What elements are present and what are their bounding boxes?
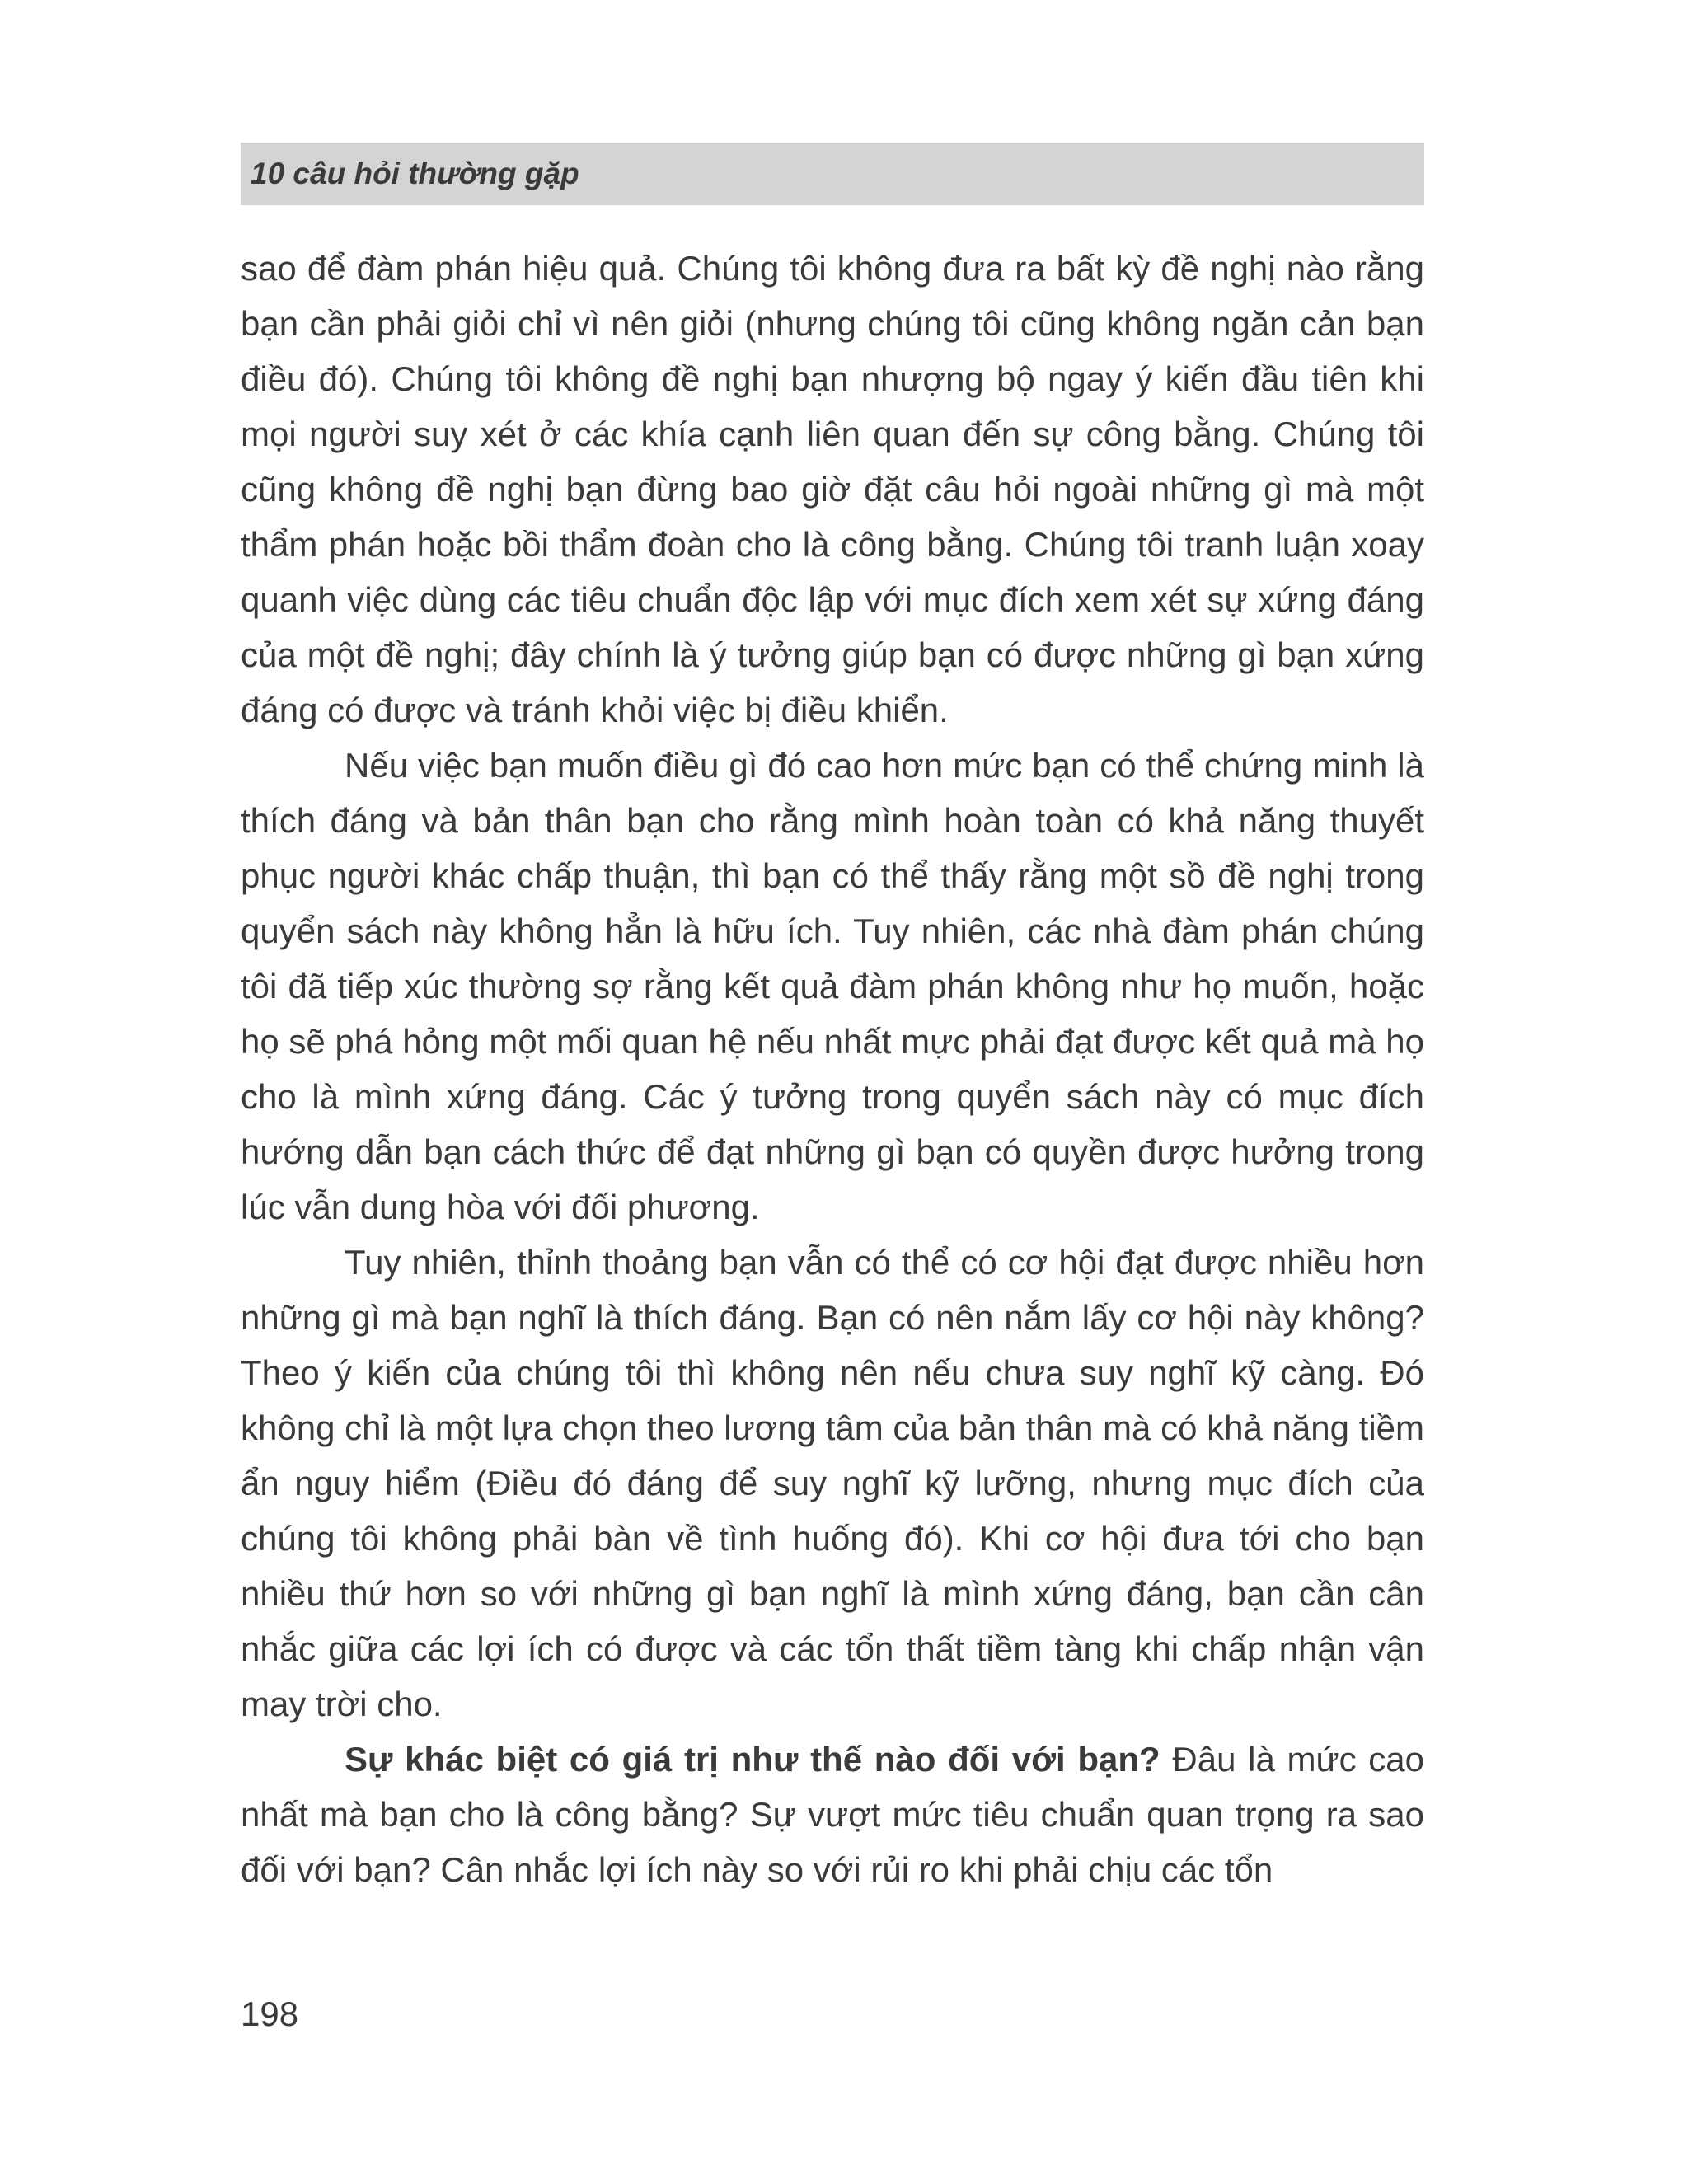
running-header-title: 10 câu hỏi thường gặp <box>251 157 579 190</box>
paragraph-1 <box>241 241 1424 738</box>
paragraph-4 <box>241 1732 1424 1897</box>
paragraph-1-text: sao để đàm phán hiệu quả. Chúng tôi không đưa ra bất kỳ đề nghị nào rằng bạn cần phải giỏi chỉ vì nên giỏi (nhưng chúng tôi cũng không ngăn cản bạn điều đó). Chúng tôi không đề nghị bạn nhượng bộ ngay ý kiến đầu tiên khi mọi người suy xét ở các khía cạnh liên quan đến sự công bằng. Chúng tôi cũng không đề nghị bạn đừng bao giờ đặt câu hỏi ngoài những gì mà một thẩm phán hoặc bồi thẩm đoàn cho là công bằng. Chúng tôi tranh luận xoay quanh việc dùng các tiêu chuẩn độc lập với mục đích xem xét sự xứng đáng của một đề nghị; đây chính là ý tưởng giúp bạn có được những gì bạn xứng đáng có được và tránh khỏi việc bị điều khiển. <box>241 249 1424 729</box>
body-text <box>241 241 1424 1897</box>
paragraph-2 <box>241 738 1424 1235</box>
paragraph-3-text: Tuy nhiên, thỉnh thoảng bạn vẫn có thể có cơ hội đạt được nhiều hơn những gì mà bạn nghĩ là thích đáng. Bạn có nên nắm lấy cơ hội này không? Theo ý kiến của chúng tôi thì không nên nếu chưa suy nghĩ kỹ càng. Đó không chỉ là một lựa chọn theo lương tâm của bản thân mà có khả năng tiềm ẩn nguy hiểm (Điều đó đáng để suy nghĩ kỹ lưỡng, nhưng mục đích của chúng tôi không phải bàn về tình huống đó). Khi cơ hội đưa tới cho bạn nhiều thứ hơn so với những gì bạn nghĩ là mình xứng đáng, bạn cần cân nhắc giữa các lợi ích có được và các tổn thất tiềm tàng khi chấp nhận vận may trời cho. <box>241 1243 1424 1723</box>
paragraph-3 <box>241 1235 1424 1732</box>
paragraph-2-text: Nếu việc bạn muốn điều gì đó cao hơn mức bạn có thể chứng minh là thích đáng và bản thân bạn cho rằng mình hoàn toàn có khả năng thuyết phục người khác chấp thuận, thì bạn có thể thấy rằng một sồ đề nghị trong quyển sách này không hẳn là hữu ích. Tuy nhiên, các nhà đàm phán chúng tôi đã tiếp xúc thường sợ rằng kết quả đàm phán không như họ muốn, hoặc họ sẽ phá hỏng một mối quan hệ nếu nhất mực phải đạt được kết quả mà họ cho là mình xứng đáng. Các ý tưởng trong quyển sách này có mục đích hướng dẫn bạn cách thức để đạt những gì bạn có quyền được hưởng trong lúc vẫn dung hòa với đối phương. <box>241 746 1424 1226</box>
paragraph-4-text: Đâu là mức cao nhất mà bạn cho là công bằng? Sự vượt mức tiêu chuẩn quan trọng ra sao đối với bạn? Cân nhắc lợi ích này so với rủi ro khi phải chịu các tổn <box>241 1740 1424 1889</box>
paragraph-4-bold-lead: Sự khác biệt có giá trị như thế nào đối với bạn? <box>345 1740 1160 1779</box>
page-number: 198 <box>241 1994 299 2033</box>
running-header-bar <box>241 143 1424 205</box>
